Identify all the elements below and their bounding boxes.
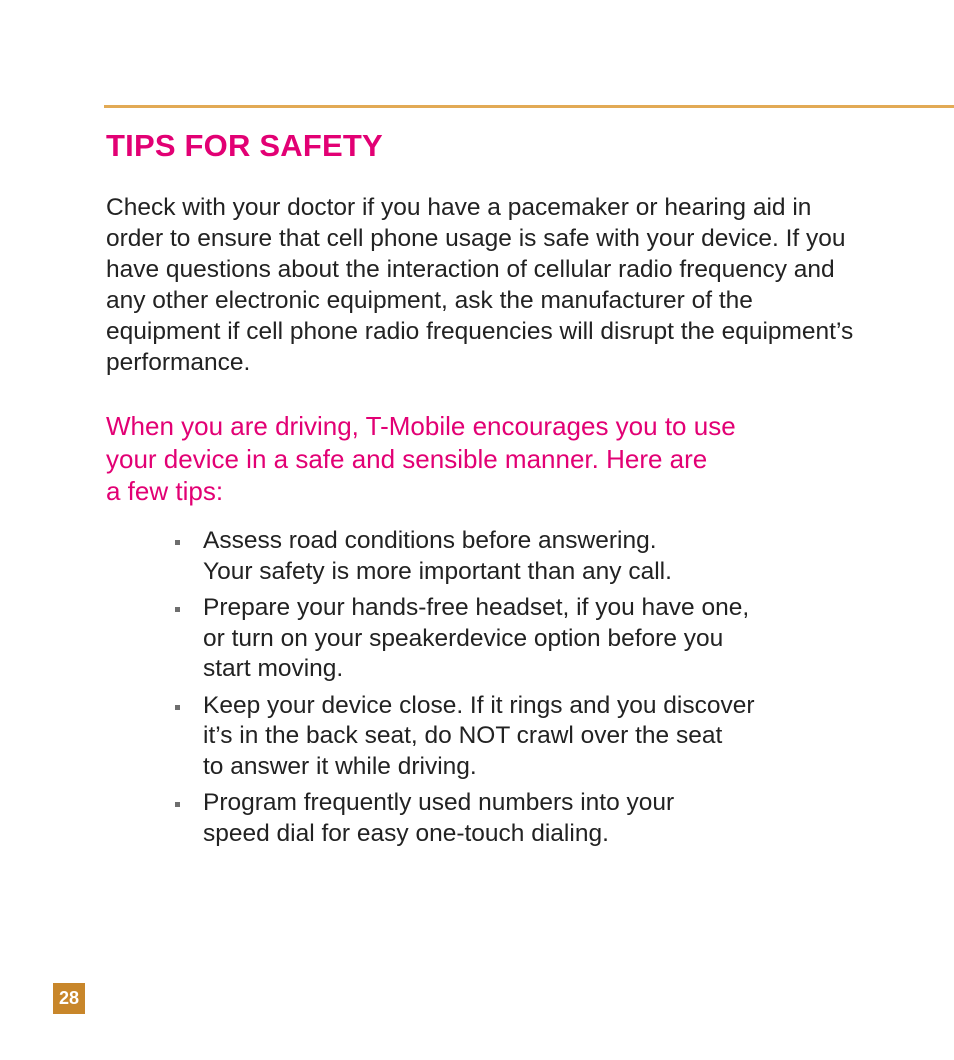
list-item — [172, 526, 852, 587]
tip-line: it’s in the back seat, do NOT crawl over the seat — [203, 722, 723, 749]
tip-line: or turn on your speakerdevice option before you — [203, 624, 724, 652]
bullet-marker — [175, 705, 180, 710]
tip-line: speed dial for easy one-touch dialing. — [203, 819, 609, 847]
tip-line: start moving. — [203, 655, 344, 682]
bullet-marker — [175, 607, 180, 612]
tip-line: Program frequently used numbers into your — [203, 789, 675, 816]
driving-intro-line: a few tips: — [106, 476, 224, 506]
tip-line: Prepare your hands-free headset, if you have one, — [203, 594, 750, 621]
intro-paragraph: Check with your doctor if you have a pacemaker or hearing aid in order to ensure that cell phone usage is safe with your device. If you have questions about the interaction of cellular radio frequency and any other electronic equipment, ask the manufacturer of the equipment if cell phone radio frequencies will disrupt the equipment’s performance. — [106, 194, 854, 376]
driving-intro-text — [106, 410, 846, 508]
tip-line: Your safety is more important than any call. — [203, 557, 672, 585]
tip-line: to answer it while driving. — [203, 752, 477, 780]
bullet-marker — [175, 540, 180, 545]
bullet-marker — [175, 802, 180, 807]
list-item — [172, 691, 852, 783]
tip-line: Assess road conditions before answering. — [203, 527, 657, 554]
list-item — [172, 788, 852, 849]
driving-intro-line: your device in a safe and sensible manner. Here are — [106, 443, 708, 474]
list-item — [172, 593, 852, 685]
page-title: TIPS FOR SAFETY — [106, 128, 383, 163]
tip-line: Keep your device close. If it rings and you discover — [203, 691, 755, 719]
driving-tips-list — [172, 526, 852, 855]
driving-intro-line: When you are driving, T-Mobile encourages you to use — [106, 411, 736, 441]
page-number-badge: 28 — [53, 983, 85, 1014]
top-divider-rule — [104, 105, 954, 108]
